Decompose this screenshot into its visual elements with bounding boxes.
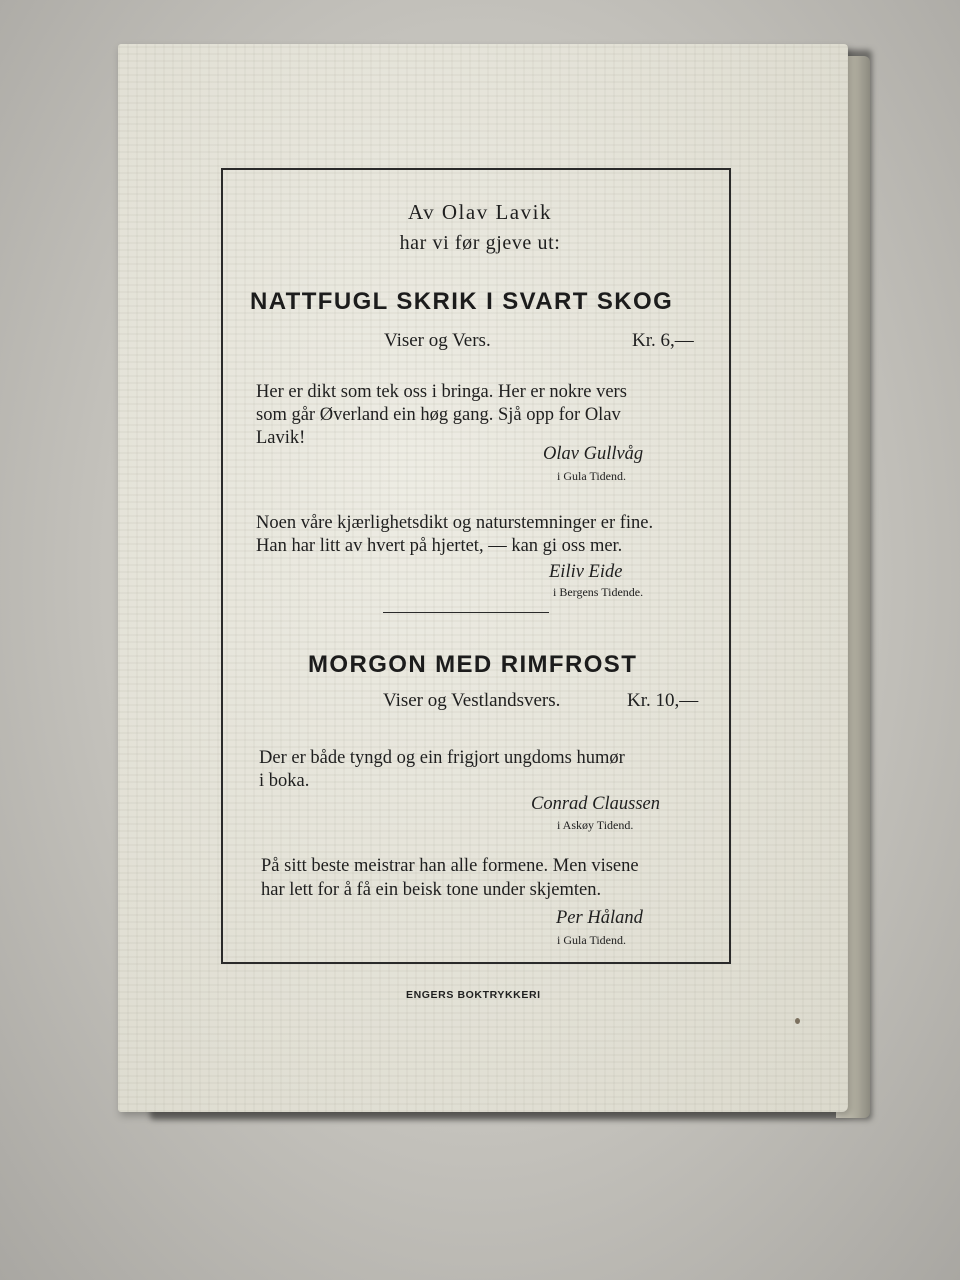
- book1-review1-line: Lavik!: [256, 428, 306, 448]
- book2-review2-line: På sitt beste meistrar han alle formene. Men visene: [261, 856, 639, 876]
- book1-review1-line: som går Øverland ein høg gang. Sjå opp for Olav: [256, 405, 621, 425]
- book2-review1-line: Der er både tyngd og ein frigjort ungdoms humør: [259, 748, 625, 768]
- book2-review2-line: har lett for å få ein beisk tone under skjemten.: [261, 880, 602, 900]
- book2-review2-source: i Gula Tidend.: [557, 933, 627, 947]
- book1-review1-source: i Gula Tidend.: [557, 469, 627, 483]
- book2-review2-author: Per Håland: [556, 908, 643, 928]
- book2-price: Kr. 10,—: [627, 690, 699, 711]
- printer-imprint: ENGERS BOKTRYKKERI: [406, 989, 541, 1001]
- book1-review2-source: i Bergens Tidende.: [553, 585, 644, 599]
- intro-line-author: Av Olav Lavik: [408, 200, 552, 224]
- book2-review1-line: i boka.: [259, 771, 310, 791]
- book1-review1-line: Her er dikt som tek oss i bringa. Her er nokre vers: [256, 382, 627, 402]
- book1-review1-author: Olav Gullvåg: [543, 444, 644, 464]
- section-divider: [383, 612, 549, 613]
- book2-review1-author: Conrad Claussen: [531, 794, 661, 814]
- intro-line-published: har vi før gjeve ut:: [399, 232, 561, 254]
- book1-review2-author: Eiliv Eide: [549, 562, 623, 582]
- book1-review2-line: Han har litt av hvert på hjertet, — kan gi oss mer.: [256, 536, 623, 556]
- book2-subtitle: Viser og Vestlandsvers.: [383, 690, 561, 711]
- book1-review2-line: Noen våre kjærlighetsdikt og naturstemninger er fine.: [256, 513, 654, 533]
- book2-title: MORGON MED RIMFROST: [308, 651, 638, 678]
- book2-review1-source: i Askøy Tidend.: [557, 818, 634, 832]
- cover-speck: [795, 1018, 800, 1024]
- book1-price: Kr. 6,—: [632, 330, 694, 351]
- book1-subtitle: Viser og Vers.: [384, 330, 491, 351]
- book1-title: NATTFUGL SKRIK I SVART SKOG: [250, 288, 674, 315]
